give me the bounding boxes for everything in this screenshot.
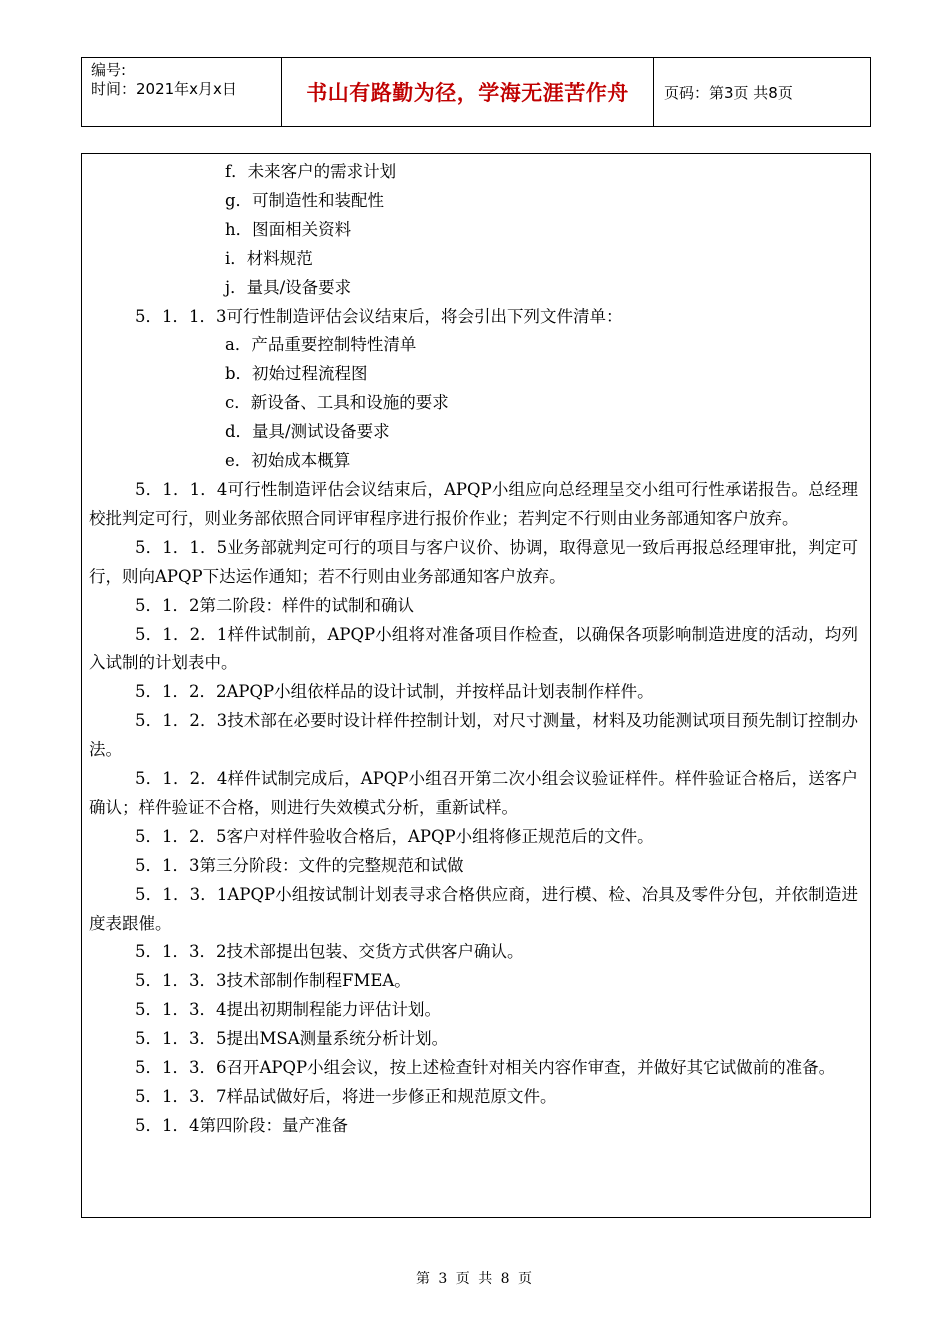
- list-item: i．材料规范: [225, 248, 313, 268]
- page-footer: 第 3 页 共 8 页: [415, 1271, 535, 1287]
- paragraph-5124: 5．1．2．4样件试制完成后，APQP小组召开第二次小组会议验证样件。样件验证合格后，送客户确认；样件验证不合格，则进行失效模式分析，重新试样。: [89, 769, 858, 817]
- motto-cell: [282, 58, 654, 126]
- paragraph-5125: 5．1．2．5客户对样件验收合格后，APQP小组将修正规范后的文件。: [135, 826, 654, 846]
- list-item: e．初始成本概算: [225, 451, 351, 471]
- paragraph-5114: 5．1．1．4可行性制造评估会议结束后，APQP小组应向总经理呈交小组可行性承诺报告。总经理校批判定可行，则业务部依照合同评审程序进行报价作业；若判定不行则由业务部通知客户放弃。: [89, 479, 858, 528]
- list-item: a．产品重要控制特性清单: [225, 335, 417, 355]
- paragraph-5132: 5．1．3．2技术部提出包装、交货方式供客户确认。: [135, 942, 524, 962]
- list-item: g．可制造性和装配性: [225, 190, 385, 210]
- list-item: h．图面相关资料: [225, 219, 352, 239]
- page-label: 页码：第3页 共8页: [664, 83, 793, 102]
- paragraph-5113: 5．1．1．3可行性制造评估会议结束后，将会引出下列文件清单：: [135, 306, 623, 326]
- document-body: [81, 153, 871, 1218]
- paragraph-5133: 5．1．3．3技术部制作制程FMEA。: [135, 971, 411, 991]
- section-heading-513: 5．1．3第三分阶段：文件的完整规范和试做: [135, 855, 464, 875]
- list-item: c．新设备、工具和设施的要求: [225, 393, 449, 413]
- paragraph-5115: 5．1．1．5业务部就判定可行的项目与客户议价、协调，取得意见一致后再报总经理审批，判定可行，则向APQP下达运作通知；若不行则由业务部通知客户放弃。: [89, 537, 858, 586]
- paragraph-5131: 5．1．3．1APQP小组按试制计划表寻求合格供应商，进行模、检、冶具及零件分包，并依制造进度表跟催。: [89, 884, 858, 933]
- paragraph-5123: 5．1．2．3技术部在必要时设计样件控制计划，对尺寸测量，材料及功能测试项目预先制订控制办法。: [89, 711, 858, 760]
- paragraph-5121: 5．1．2．1样件试制前，APQP小组将对准备项目作检查，以确保各项影响制造进度的活动，均列入试制的计划表中。: [89, 624, 858, 673]
- paragraph-5135: 5．1．3．5提出MSA测量系统分析计划。: [135, 1029, 449, 1049]
- header-info-cell: [82, 58, 282, 126]
- paragraph-5136: 5．1．3．6召开APQP小组会议，按上述检查针对相关内容作审查，并做好其它试做前的准备。: [135, 1058, 836, 1078]
- paragraph-5122: 5．1．2．2APQP小组依样品的设计试制，并按样品计划表制作样件。: [135, 682, 654, 702]
- list-item: f．未来客户的需求计划: [225, 162, 397, 181]
- section-heading-512: 5．1．2第二阶段：样件的试制和确认: [135, 595, 414, 615]
- list-item: b．初始过程流程图: [225, 364, 368, 384]
- document-header: [81, 57, 871, 127]
- doc-number-label: 编号:: [91, 61, 127, 79]
- motto-text: 书山有路勤为径，学海无涯苦作舟: [306, 81, 629, 105]
- list-item: j．量具/设备要求: [225, 277, 352, 297]
- paragraph-5134: 5．1．3．4提出初期制程能力评估计划。: [135, 1000, 441, 1020]
- page-number-cell: [654, 58, 870, 126]
- date-label: 时间：2021年x月x日: [91, 80, 237, 98]
- section-heading-514: 5．1．4第四阶段：量产准备: [135, 1115, 348, 1135]
- paragraph-5137: 5．1．3．7样品试做好后，将进一步修正和规范原文件。: [135, 1087, 557, 1106]
- list-item: d．量具/测试设备要求: [225, 422, 390, 442]
